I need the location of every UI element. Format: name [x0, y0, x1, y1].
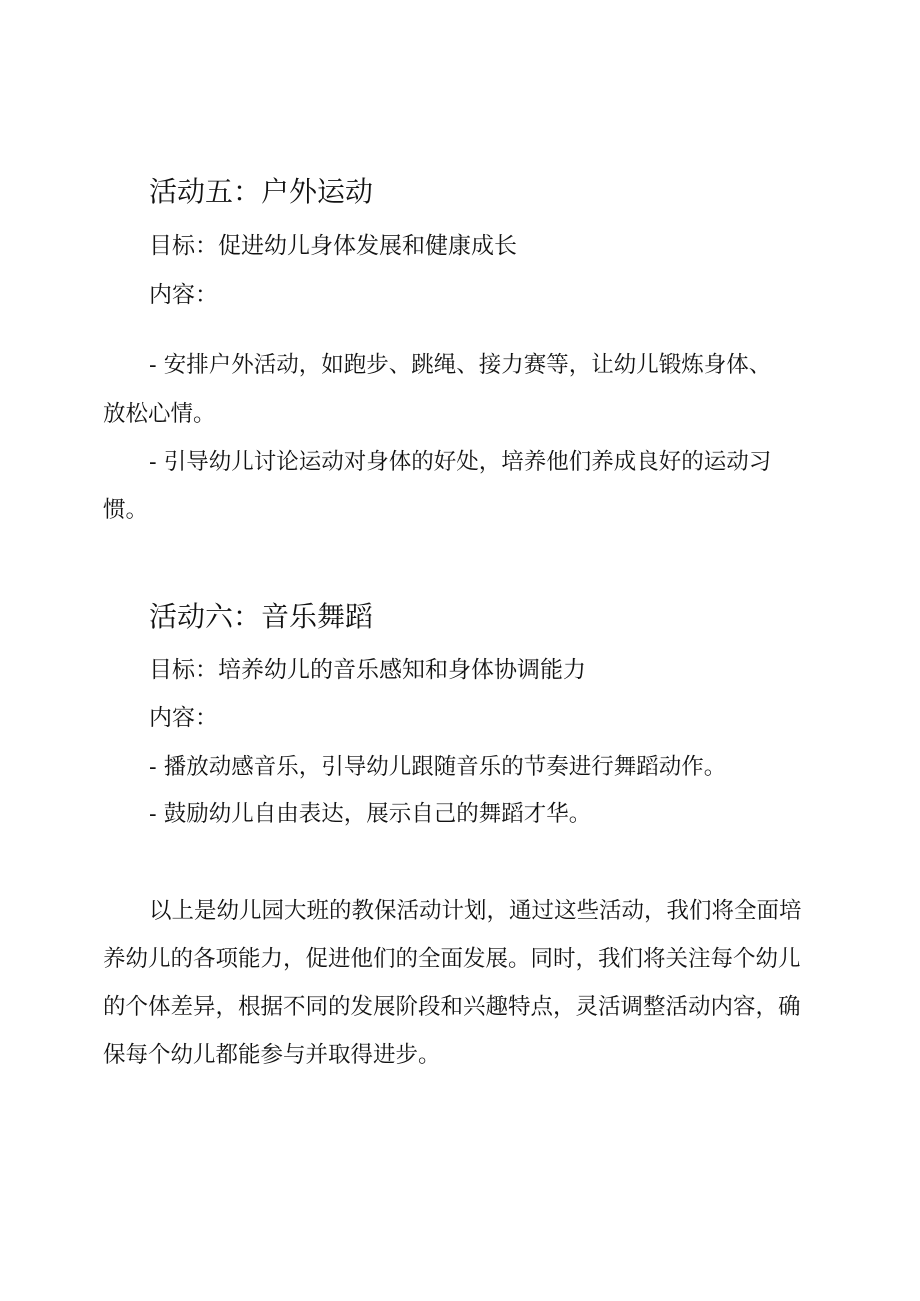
conclusion-line4: 保每个幼儿都能参与并取得进步。	[103, 1042, 441, 1068]
section6-goal: 目标：培养幼儿的音乐感知和身体协调能力	[149, 657, 586, 683]
conclusion-line2: 养幼儿的各项能力，促进他们的全面发展。同时，我们将关注每个幼儿	[103, 946, 801, 972]
section6-item1: - 播放动感音乐，引导幼儿跟随音乐的节奏进行舞蹈动作。	[149, 754, 727, 780]
section5-item2-line1: - 引导幼儿讨论运动对身体的好处，培养他们养成良好的运动习	[149, 449, 772, 475]
section5-content-label: 内容：	[149, 282, 218, 308]
section5-item1-line1: - 安排户外活动，如跑步、跳绳、接力赛等，让幼儿锻炼身体、	[149, 352, 772, 378]
conclusion-line3: 的个体差异，根据不同的发展阶段和兴趣特点，灵活调整活动内容，确	[103, 994, 801, 1020]
section6-content-label: 内容：	[149, 705, 218, 731]
section5-title: 活动五：户外运动	[149, 175, 374, 208]
section5-item2-line2: 惯。	[103, 497, 149, 523]
conclusion-line1: 以上是幼儿园大班的教保活动计划，通过这些活动，我们将全面培	[149, 898, 802, 924]
section6-title: 活动六：音乐舞蹈	[149, 600, 374, 633]
section5-goal: 目标：促进幼儿身体发展和健康成长	[149, 233, 517, 259]
section6-item2: - 鼓励幼儿自由表达，展示自己的舞蹈才华。	[149, 801, 592, 827]
section5-item1-line2: 放松心情。	[103, 401, 216, 427]
